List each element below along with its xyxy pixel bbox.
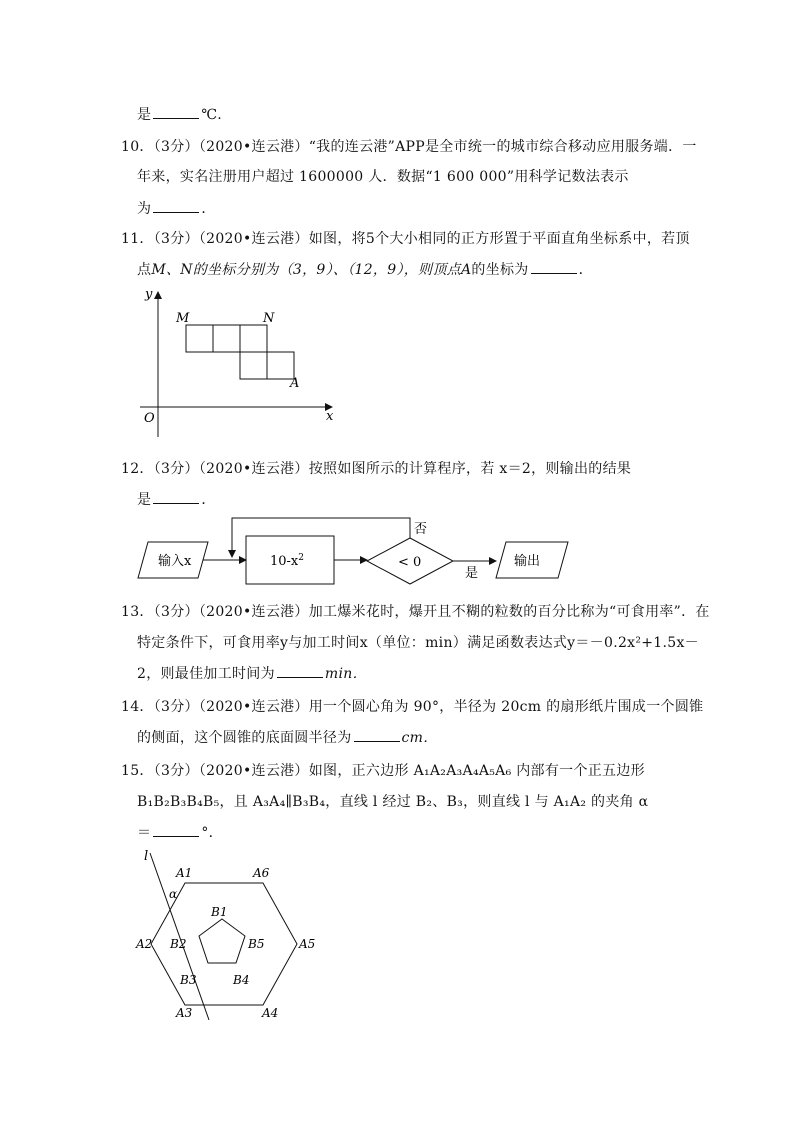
- q12-input-label: 输入x: [158, 554, 192, 569]
- q15-label-b5: B5: [248, 937, 265, 951]
- q14-blank: [354, 729, 400, 742]
- q15-label-b1: B1: [211, 905, 228, 919]
- q11-source: （2020•连云港）: [198, 231, 309, 247]
- q15-score: （3分）: [153, 763, 199, 779]
- q15-prefix: ＝: [137, 825, 152, 841]
- q13-prefix: 2，则最佳加工时间为: [137, 666, 275, 682]
- q13-source: （2020•连云港）: [198, 604, 309, 620]
- q15-suffix: °．: [201, 825, 223, 841]
- q11-mid: M、N的坐标分别为（3，9）、（12，9），则顶点: [151, 262, 461, 278]
- q10-source: （2020•连云港）: [198, 139, 309, 155]
- q11-square-5: [267, 352, 294, 379]
- q12-process-label: $10-x^2$: [270, 553, 305, 569]
- q12-score: （3分）: [153, 461, 199, 477]
- q11-number: 11．: [121, 231, 154, 247]
- q10-number: 10．: [121, 139, 154, 155]
- q14-suffix: cm．: [401, 730, 438, 746]
- q11-label-m: M: [176, 311, 190, 326]
- q15-label-a2: A2: [136, 937, 153, 951]
- q11-end: ．: [578, 262, 593, 278]
- q15-number: 15．: [121, 763, 154, 779]
- q13-suffix: min．: [324, 666, 367, 682]
- q13-text1: 加工爆米花时，爆开且不糊的粒数的百分比称为“可食用率”．在: [308, 604, 710, 620]
- q14-text1: 用一个圆心角为 90°，半径为 20cm 的扇形纸片围成一个圆锥: [308, 699, 704, 715]
- q12-output-label: 输出: [514, 554, 541, 569]
- q11-square-4: [240, 352, 267, 379]
- q15-line2: B₁B₂B₃B₄B₅，且 A₃A₄∥B₃B₄，直线 l 经过 B₂、B₃，则直线 l 与 A₁A₂ 的夹角 α: [137, 794, 649, 810]
- q14-prefix: 的侧面，这个圆锥的底面圆半径为: [137, 730, 352, 746]
- q11-label-y: y: [145, 287, 153, 302]
- q12-line2: [137, 489, 216, 509]
- q10-line2: 年来，实名注册用户超过 1600000 人．数据“1 600 000”用科学记数法表示: [137, 169, 629, 185]
- q15-label-a3: A3: [176, 1006, 193, 1020]
- q13-blank: [277, 665, 323, 678]
- q15-label-a6: A6: [253, 866, 270, 880]
- q15-text1: 如图，正六边形 A₁A₂A₃A₄A₅A₆ 内部有一个正五边形: [308, 763, 645, 779]
- q13-line1: [121, 601, 710, 621]
- q11-label-x: x: [326, 409, 334, 424]
- q11-label-a: A: [290, 376, 300, 391]
- q12-text1: 按照如图所示的计算程序，若 x＝2，则输出的结果: [308, 461, 632, 477]
- q12-no-label: 否: [414, 522, 428, 537]
- q11-suffix: 的坐标为: [471, 262, 529, 278]
- q9-prefix: 是: [137, 107, 152, 123]
- q15-source: （2020•连云港）: [198, 763, 309, 779]
- q14-line2: [137, 727, 438, 747]
- q12-yes-label: 是: [465, 566, 479, 581]
- q10-score: （3分）: [153, 139, 199, 155]
- q10-suffix: ．: [201, 201, 216, 217]
- q13-number: 13．: [121, 604, 154, 620]
- q9-suffix: ℃.: [201, 107, 223, 123]
- q15-label-b2: B2: [170, 937, 187, 951]
- q11-label-n: N: [263, 311, 275, 326]
- q11-square-1: [186, 325, 213, 352]
- q13-score: （3分）: [153, 604, 199, 620]
- q15-label-a4: A4: [262, 1006, 279, 1020]
- q11-square-2: [213, 325, 240, 352]
- q15-label-a1: A1: [176, 866, 193, 880]
- q15-label-l: l: [144, 849, 149, 864]
- q11-prefix: 点: [137, 262, 152, 278]
- q15-label-b4: B4: [233, 973, 250, 987]
- q15-blank: [153, 824, 199, 837]
- q14-source: （2020•连云港）: [198, 699, 309, 715]
- q14-line1: [121, 696, 703, 716]
- q13-line3: [137, 663, 367, 683]
- q12-number: 12．: [121, 461, 154, 477]
- q15-label-alpha: α: [169, 887, 178, 901]
- q11-score: （3分）: [153, 231, 199, 247]
- q14-number: 14．: [121, 699, 154, 715]
- q12-suffix: ．: [201, 492, 216, 508]
- q12-blank: [153, 491, 199, 504]
- q15-label-a5: A5: [299, 937, 316, 951]
- q10-prefix: 为: [137, 201, 152, 217]
- q15-label-b3: B3: [180, 973, 197, 987]
- q12-source: （2020•连云港）: [198, 461, 309, 477]
- q11-label-o: O: [144, 411, 155, 426]
- q12-decision-label: < 0: [398, 555, 422, 570]
- q12-line1: [121, 458, 631, 478]
- q11-var-a: A: [460, 262, 472, 278]
- q14-score: （3分）: [153, 699, 199, 715]
- q15-line3: [137, 822, 223, 842]
- q10-text1: “我的连云港”APP是全市统一的城市综合移动应用服务端．一: [308, 139, 697, 155]
- q15-line1: [121, 760, 645, 780]
- q11-text1: 如图，将5个大小相同的正方形置于平面直角坐标系中，若顶: [308, 231, 690, 247]
- q11-square-3: [240, 325, 267, 352]
- q13-line2: 特定条件下，可食用率y与加工时间x（单位：min）满足函数表达式y＝－0.2x²+1.5x－: [137, 635, 699, 651]
- q12-prefix: 是: [137, 492, 152, 508]
